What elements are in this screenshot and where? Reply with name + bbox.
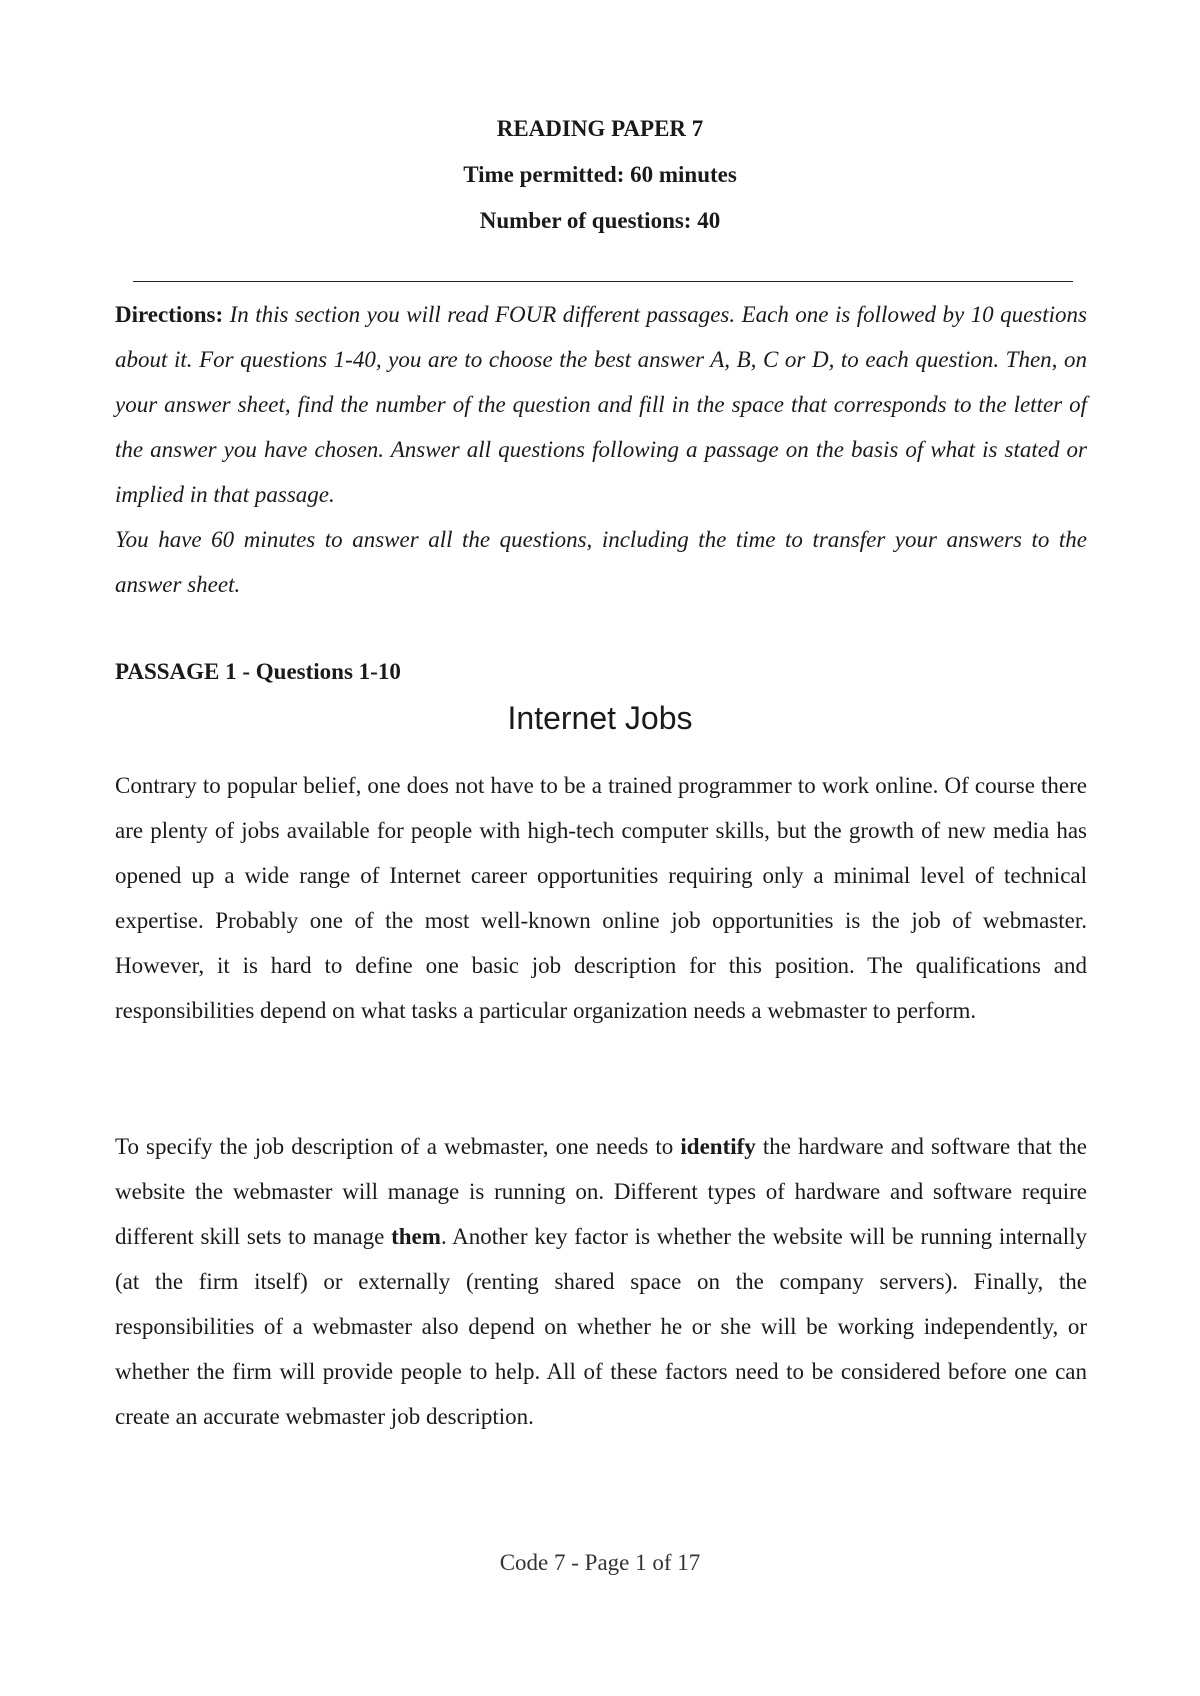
directions-text: In this section you will read FOUR different passages. Each one is followed by 10 questions about it. For questions 1-40, you are to choose the best answer A, B, C or D, to each question. Then, on your answer sheet, find the number of the question and fill in the space that corresponds to the letter of the answer you have chosen. Answer all questions following a passage on the basis of what is stated or implied in that passage. [115,302,1087,507]
directions-block [115,292,1087,607]
highlighted-word-identify: identify [680,1134,756,1159]
highlighted-word-them: them [391,1224,441,1249]
horizontal-divider [133,281,1073,282]
passage-paragraph-1 [115,763,1087,1033]
passage-title: Internet Jobs [507,700,693,736]
passage-paragraph-2 [115,1124,1087,1439]
number-of-questions: Number of questions: 40 [479,208,721,233]
paragraph-2-text [115,1124,1087,1439]
directions-paragraph [115,292,1087,517]
para2-part-a: To specify the job description of a webmaster, one needs to [115,1134,681,1159]
para2-part-c: the hardware and software that the website the webmaster will manage is running on. Different types of hardware and software require different skill sets to manage [115,1134,1087,1249]
passage-heading: PASSAGE 1 - Questions 1-10 [115,659,401,684]
time-permitted: Time permitted: 60 minutes [463,162,737,187]
directions-label: Directions: [115,302,224,327]
time-instruction: You have 60 minutes to answer all the questions, including the time to transfer your answers to the answer sheet. [115,527,1087,597]
paper-title: READING PAPER 7 [496,116,704,141]
para2-part-e: . Another key factor is whether the website will be running internally (at the firm itself) or externally (renting shared space on the company servers). Finally, the responsibilities of a webmaster also depend on whether he or she will be working independently, or whether the firm will provide people to help. All of these factors need to be considered before one can create an accurate webmaster job description. [115,1224,1087,1429]
page-footer: Code 7 - Page 1 of 17 [499,1550,701,1575]
paragraph-1-text: Contrary to popular belief, one does not have to be a trained programmer to work online. Of course there are plenty of jobs available for people with high-tech computer skills, but the growth of new media has opened up a wide range of Internet career opportunities requiring only a minimal level of technical expertise. Probably one of the most well-known online job opportunities is the job of webmaster. However, it is hard to define one basic job description for this position. The qualifications and responsibilities depend on what tasks a particular organization needs a webmaster to perform. [115,773,1087,1023]
